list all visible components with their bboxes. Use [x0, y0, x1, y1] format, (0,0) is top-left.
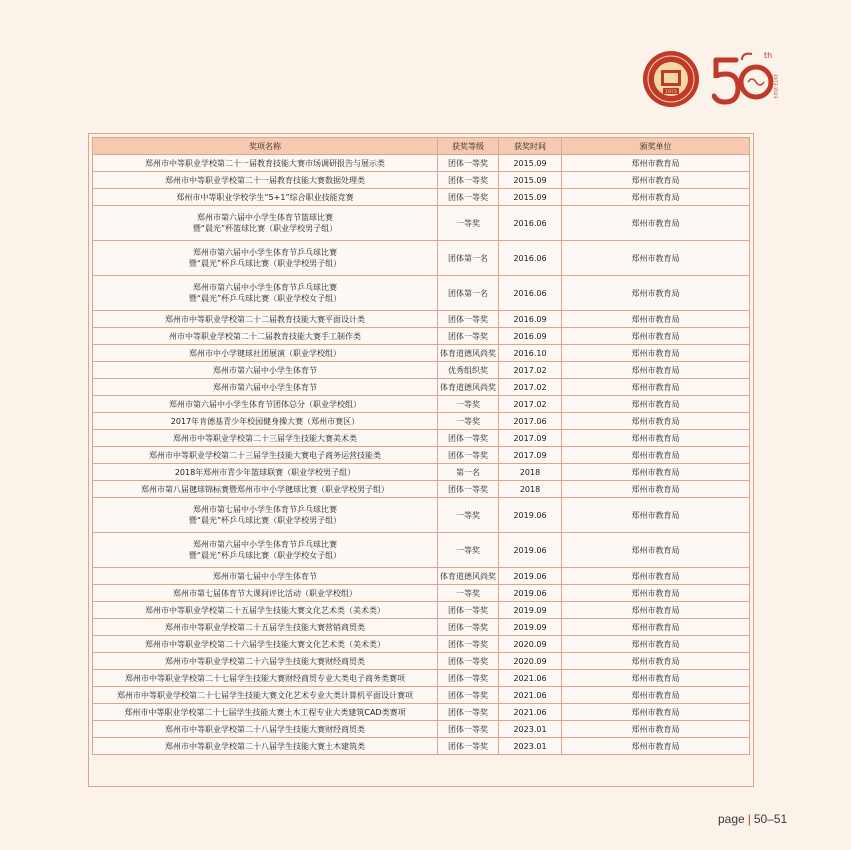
- award-name-cell: [93, 189, 438, 206]
- award-level-cell: 体育道德风尚奖: [438, 379, 499, 396]
- award-name-line: 暨“晨光”杯篮球比赛（职业学校男子组）: [192, 224, 338, 233]
- header-award-name: 奖项名称: [93, 138, 438, 155]
- award-unit-cell: 郑州市教育局: [562, 413, 750, 430]
- anniversary-50-logo: [712, 46, 778, 108]
- award-unit-cell: 郑州市教育局: [562, 311, 750, 328]
- award-level-cell: 团体一等奖: [438, 447, 499, 464]
- table-row: [93, 276, 750, 311]
- header-award-time: 获奖时间: [499, 138, 562, 155]
- award-level-cell: 团体一等奖: [438, 687, 499, 704]
- table-row: [93, 155, 750, 172]
- award-level-cell: 团体一等奖: [438, 653, 499, 670]
- award-name-line: 暨“晨光”杯乒乓球比赛（职业学校女子组）: [188, 294, 342, 303]
- award-name-line: 郑州市中等职业学校学生“5+1”综合职业技能竞赛: [176, 192, 354, 202]
- award-level-cell: 一等奖: [438, 413, 499, 430]
- award-name-line: 郑州市中等职业学校第二十三届学生技能大赛美术类: [173, 433, 357, 443]
- award-name-cell: [93, 464, 438, 481]
- award-level-cell: 团体一等奖: [438, 189, 499, 206]
- award-name-line: 郑州市中等职业学校第二十六届学生技能大赛财经商贸类: [165, 656, 365, 666]
- award-name-line: 郑州市第六届中小学生体育节: [213, 382, 317, 392]
- award-time-cell: 2018: [499, 481, 562, 498]
- award-name-cell: [93, 362, 438, 379]
- award-time-cell: 2021.06: [499, 670, 562, 687]
- page-separator: |: [747, 812, 751, 826]
- award-time-cell: 2023.01: [499, 738, 562, 755]
- table-row: [93, 189, 750, 206]
- award-level-cell: 优秀组织奖: [438, 362, 499, 379]
- award-level-cell: 团体第一名: [438, 241, 499, 276]
- awards-table-frame: [88, 133, 754, 787]
- table-row: [93, 721, 750, 738]
- award-unit-cell: 郑州市教育局: [562, 189, 750, 206]
- table-header-row: [93, 138, 750, 155]
- award-name-cell: [93, 396, 438, 413]
- award-unit-cell: 郑州市教育局: [562, 721, 750, 738]
- header-award-level: 获奖等级: [438, 138, 499, 155]
- award-name-cell: [93, 738, 438, 755]
- award-unit-cell: 郑州市教育局: [562, 345, 750, 362]
- award-name-cell: [93, 447, 438, 464]
- award-name-cell: [93, 721, 438, 738]
- award-name-line: 郑州市中等职业学校第二十一届教育技能大赛数据处理类: [165, 175, 365, 185]
- table-row: [93, 447, 750, 464]
- award-time-cell: 2016.06: [499, 206, 562, 241]
- header-award-unit: 颁奖单位: [562, 138, 750, 155]
- award-name-line: 郑州市中等职业学校第二十五届学生技能大赛营销商贸类: [165, 622, 365, 632]
- award-name-line: 郑州市中等职业学校第二十八届学生技能大赛财经商贸类: [165, 724, 365, 734]
- awards-table-body: [93, 155, 750, 755]
- award-name-cell: [93, 619, 438, 636]
- award-level-cell: 团体一等奖: [438, 328, 499, 345]
- award-name-cell: [93, 379, 438, 396]
- award-level-cell: 体育道德风尚奖: [438, 345, 499, 362]
- table-row: [93, 533, 750, 568]
- award-level-cell: 团体一等奖: [438, 602, 499, 619]
- award-name-cell: [93, 155, 438, 172]
- award-level-cell: 团体一等奖: [438, 738, 499, 755]
- table-row: [93, 328, 750, 345]
- award-level-cell: 一等奖: [438, 396, 499, 413]
- award-name-line: 郑州市第六届中小学生体育节篮球比赛: [197, 213, 333, 222]
- award-name-line: 郑州市中等职业学校第二十七届学生技能大赛土木工程专业大类建筑CAD类赛项: [124, 707, 406, 717]
- table-row: [93, 653, 750, 670]
- award-unit-cell: 郑州市教育局: [562, 687, 750, 704]
- award-name-line: 州市中等职业学校第二十二届教育技能大赛手工制作类: [169, 331, 361, 341]
- award-level-cell: 团体一等奖: [438, 704, 499, 721]
- award-time-cell: 2017.06: [499, 413, 562, 430]
- award-time-cell: 2018: [499, 464, 562, 481]
- school-seal-logo: [642, 50, 700, 108]
- award-level-cell: 一等奖: [438, 585, 499, 602]
- award-name-cell: [93, 345, 438, 362]
- award-unit-cell: 郑州市教育局: [562, 602, 750, 619]
- award-time-cell: 2020.09: [499, 653, 562, 670]
- page-label: page: [718, 812, 745, 826]
- award-name-cell: [93, 704, 438, 721]
- table-row: [93, 241, 750, 276]
- award-time-cell: 2017.09: [499, 447, 562, 464]
- award-level-cell: 团体一等奖: [438, 619, 499, 636]
- award-unit-cell: 郑州市教育局: [562, 328, 750, 345]
- award-unit-cell: 郑州市教育局: [562, 533, 750, 568]
- award-name-line: 2018年郑州市青少年篮球联赛（职业学校男子组）: [174, 467, 356, 477]
- award-unit-cell: 郑州市教育局: [562, 585, 750, 602]
- award-name-line: 郑州市中等职业学校第二十七届学生技能大赛文化艺术专业大类计算机平面设计赛项: [117, 690, 413, 700]
- award-name-cell: [93, 481, 438, 498]
- award-name-line: 2017年肯德基青少年校园健身操大赛（郑州市赛区）: [170, 416, 360, 426]
- award-time-cell: 2017.09: [499, 430, 562, 447]
- award-unit-cell: 郑州市教育局: [562, 447, 750, 464]
- award-name-cell: [93, 498, 438, 533]
- award-time-cell: 2019.09: [499, 602, 562, 619]
- table-row: [93, 619, 750, 636]
- award-time-cell: 2021.06: [499, 704, 562, 721]
- award-time-cell: 2016.09: [499, 328, 562, 345]
- award-unit-cell: 郑州市教育局: [562, 379, 750, 396]
- award-name-line: 郑州市第八届毽球锦标赛暨郑州市中小学毽球比赛（职业学校男子组）: [141, 484, 389, 494]
- award-time-cell: 2017.02: [499, 396, 562, 413]
- seal-year-text: 1973: [665, 90, 677, 95]
- award-time-cell: 2019.06: [499, 585, 562, 602]
- table-row: [93, 464, 750, 481]
- award-time-cell: 2019.09: [499, 619, 562, 636]
- award-name-cell: [93, 636, 438, 653]
- table-row: [93, 413, 750, 430]
- award-name-cell: [93, 276, 438, 311]
- award-level-cell: 团体一等奖: [438, 172, 499, 189]
- award-name-line: 暨“晨光”杯乒乓球比赛（职业学校男子组）: [188, 516, 342, 525]
- award-name-line: 郑州市第六届中小学生体育节乒乓球比赛: [193, 283, 337, 292]
- award-name-line: 郑州市第七届中小学生体育节: [213, 571, 317, 581]
- award-name-cell: [93, 585, 438, 602]
- award-name-line: 郑州市第六届中小学生体育节乒乓球比赛: [193, 248, 337, 257]
- award-name-cell: [93, 533, 438, 568]
- table-row: [93, 738, 750, 755]
- award-unit-cell: 郑州市教育局: [562, 498, 750, 533]
- page-numbers: 50–51: [753, 812, 788, 826]
- award-time-cell: 2015.09: [499, 155, 562, 172]
- award-name-cell: [93, 413, 438, 430]
- award-level-cell: 团体一等奖: [438, 636, 499, 653]
- award-name-line: 郑州市中等职业学校第二十一届教育技能大赛市场调研报告与展示类: [145, 158, 385, 168]
- award-name-cell: [93, 328, 438, 345]
- award-unit-cell: 郑州市教育局: [562, 738, 750, 755]
- award-time-cell: 2016.10: [499, 345, 562, 362]
- award-level-cell: 团体一等奖: [438, 430, 499, 447]
- award-time-cell: 2023.01: [499, 721, 562, 738]
- award-name-line: 郑州市中等职业学校第二十三届学生技能大赛电子商务运营技能类: [149, 450, 381, 460]
- award-unit-cell: 郑州市教育局: [562, 619, 750, 636]
- award-unit-cell: 郑州市教育局: [562, 704, 750, 721]
- award-unit-cell: 郑州市教育局: [562, 670, 750, 687]
- award-unit-cell: 郑州市教育局: [562, 568, 750, 585]
- table-row: [93, 362, 750, 379]
- award-time-cell: 2017.02: [499, 362, 562, 379]
- award-name-line: 暨“晨光”杯乒乓球比赛（职业学校男子组）: [188, 259, 342, 268]
- award-level-cell: 团体一等奖: [438, 670, 499, 687]
- anniversary-suffix: th: [764, 51, 773, 60]
- award-unit-cell: 郑州市教育局: [562, 241, 750, 276]
- anniversary-years: 1973-2023: [772, 74, 777, 99]
- award-unit-cell: 郑州市教育局: [562, 481, 750, 498]
- table-row: [93, 172, 750, 189]
- award-level-cell: 一等奖: [438, 498, 499, 533]
- award-unit-cell: 郑州市教育局: [562, 430, 750, 447]
- table-row: [93, 396, 750, 413]
- award-name-cell: [93, 241, 438, 276]
- award-time-cell: 2019.06: [499, 498, 562, 533]
- award-level-cell: 第一名: [438, 464, 499, 481]
- table-row: [93, 602, 750, 619]
- award-level-cell: 团体一等奖: [438, 481, 499, 498]
- award-name-line: 郑州市中小学键球社团展演（职业学校组）: [189, 348, 341, 358]
- award-unit-cell: 郑州市教育局: [562, 206, 750, 241]
- award-unit-cell: 郑州市教育局: [562, 396, 750, 413]
- award-name-line: 郑州市第六届中小学生体育节团体总分（职业学校组）: [169, 399, 361, 409]
- award-name-cell: [93, 687, 438, 704]
- award-time-cell: 2016.09: [499, 311, 562, 328]
- award-time-cell: 2021.06: [499, 687, 562, 704]
- award-time-cell: 2016.06: [499, 241, 562, 276]
- table-row: [93, 311, 750, 328]
- award-level-cell: 团体一等奖: [438, 311, 499, 328]
- award-time-cell: 2019.06: [499, 533, 562, 568]
- award-time-cell: 2015.09: [499, 172, 562, 189]
- award-name-line: 郑州市中等职业学校第二十二届教育技能大赛平面设计类: [165, 314, 365, 324]
- award-unit-cell: 郑州市教育局: [562, 155, 750, 172]
- award-level-cell: 团体一等奖: [438, 155, 499, 172]
- award-name-cell: [93, 602, 438, 619]
- table-row: [93, 670, 750, 687]
- table-row: [93, 636, 750, 653]
- award-unit-cell: 郑州市教育局: [562, 362, 750, 379]
- award-name-line: 郑州市中等职业学校第二十六届学生技能大赛文化艺术类（美术类）: [145, 639, 385, 649]
- table-row: [93, 379, 750, 396]
- award-time-cell: 2020.09: [499, 636, 562, 653]
- award-name-cell: [93, 670, 438, 687]
- award-unit-cell: 郑州市教育局: [562, 276, 750, 311]
- award-level-cell: 团体第一名: [438, 276, 499, 311]
- table-row: [93, 206, 750, 241]
- award-level-cell: 团体一等奖: [438, 721, 499, 738]
- award-level-cell: 体育道德风尚奖: [438, 568, 499, 585]
- award-time-cell: 2019.06: [499, 568, 562, 585]
- award-unit-cell: 郑州市教育局: [562, 636, 750, 653]
- award-name-line: 郑州市第七届中小学生体育节乒乓球比赛: [193, 505, 337, 514]
- table-row: [93, 498, 750, 533]
- table-row: [93, 704, 750, 721]
- award-name-line: 郑州市第六届中小学生体育节乒乓球比赛: [193, 540, 337, 549]
- award-time-cell: 2016.06: [499, 276, 562, 311]
- page-number: [718, 812, 787, 826]
- award-unit-cell: 郑州市教育局: [562, 464, 750, 481]
- award-name-cell: [93, 430, 438, 447]
- award-name-line: 郑州市中等职业学校第二十七届学生技能大赛财经商贸专业大类电子商务类赛项: [125, 673, 405, 683]
- table-row: [93, 481, 750, 498]
- award-name-line: 郑州市第七届体育节大课间评比活动（职业学校组）: [173, 588, 357, 598]
- award-level-cell: 一等奖: [438, 533, 499, 568]
- award-unit-cell: 郑州市教育局: [562, 172, 750, 189]
- award-name-cell: [93, 568, 438, 585]
- award-name-cell: [93, 172, 438, 189]
- award-name-line: 暨“晨光”杯乒乓球比赛（职业学校女子组）: [188, 551, 342, 560]
- award-unit-cell: 郑州市教育局: [562, 653, 750, 670]
- table-row: [93, 345, 750, 362]
- award-name-line: 郑州市中等职业学校第二十五届学生技能大赛文化艺术类（美术类）: [145, 605, 385, 615]
- awards-table: [92, 137, 750, 755]
- award-level-cell: 一等奖: [438, 206, 499, 241]
- award-name-line: 郑州市第六届中小学生体育节: [213, 365, 317, 375]
- award-time-cell: 2015.09: [499, 189, 562, 206]
- table-row: [93, 430, 750, 447]
- table-row: [93, 585, 750, 602]
- award-name-cell: [93, 653, 438, 670]
- award-name-cell: [93, 206, 438, 241]
- table-row: [93, 568, 750, 585]
- award-name-line: 郑州市中等职业学校第二十八届学生技能大赛土木建筑类: [165, 741, 365, 751]
- award-name-cell: [93, 311, 438, 328]
- award-time-cell: 2017.02: [499, 379, 562, 396]
- table-row: [93, 687, 750, 704]
